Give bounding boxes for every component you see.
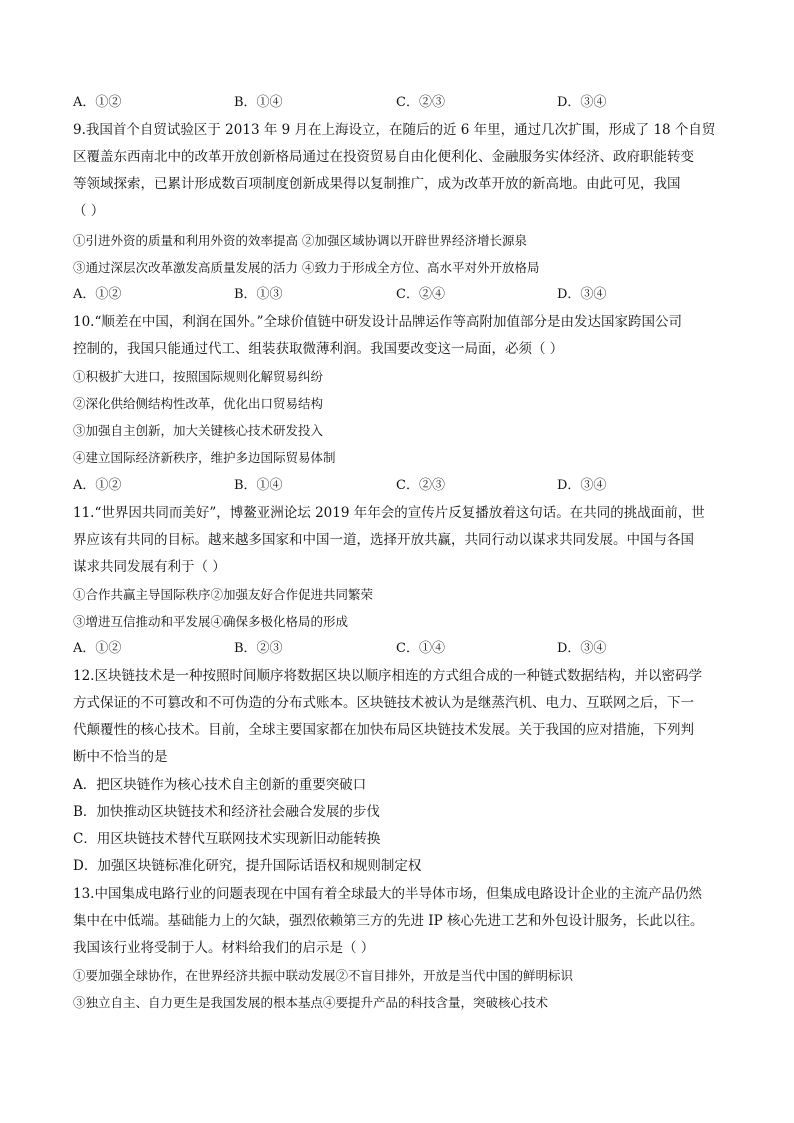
q10-option-a[interactable]: A．①② [73, 478, 122, 493]
q12-option-d[interactable]: D．加强区块链标准化研究，提升国际话语权和规则制定权 [73, 858, 422, 874]
q9-stem-line: 区覆盖东西南北中的改革开放创新格局通过在投资贸易自由化便利化、金融服务实体经济、政府职能转变 [73, 149, 694, 165]
q12-option-a[interactable]: A．把区块链作为核心技术自主创新的重要突破口 [73, 777, 367, 793]
q12-option-b[interactable]: B．加快推动区块链技术和经济社会融合发展的步伐 [73, 804, 380, 820]
q11-statement: ①合作共赢主导国际秩序②加强友好合作促进共同繁荣 [73, 587, 374, 602]
q9-option-d[interactable]: D．③④ [557, 287, 607, 302]
q13-stem-line: 13.中国集成电路行业的问题表现在中国有着全球最大的半导体市场，但集成电路设计企业的主流产品仍然 [73, 886, 702, 902]
q10-option-c[interactable]: C．②③ [396, 478, 445, 493]
q12-stem-line: 12.区块链技术是一种按照时间顺序将数据区块以顺序相连的方式组合成的一种链式数据结构，并以密码学 [73, 668, 702, 684]
q12-stem-line: 方式保证的不可篡改和不可伪造的分布式账本。区块链技术被认为是继蒸汽机、电力、互联网之后，下一 [73, 695, 694, 711]
q12-option-c[interactable]: C．用区块链技术替代互联网技术实现新旧动能转换 [73, 831, 381, 847]
q13-statement: ①要加强全球协作，在世界经济共振中联动发展②不盲目排外，开放是当代中国的鲜明标识 [73, 968, 574, 983]
q11-statement: ③增进互信推动和平发展④确保多极化格局的形成 [73, 614, 349, 629]
q13-stem-line: 集中在中低端。基础能力上的欠缺，强烈依赖第三方的先进 IP 核心先进工艺和外包设计服务，长此以往。 [73, 913, 704, 929]
q13-stem-line: 我国该行业将受制于人。材料给我们的启示是（ ） [73, 940, 375, 956]
q9-stem-line: 等领域探索，已累计形成数百项制度创新成果得以复制推广，成为改革开放的新高地。由此可见，我国 [73, 176, 681, 192]
q11-option-a[interactable]: A．①② [73, 641, 122, 656]
q8-option-a[interactable]: A．①② [73, 95, 122, 110]
q13-statement: ③独立自主、自力更生是我国发展的根本基点④要提升产品的科技含量，突破核心技术 [73, 995, 549, 1010]
q11-stem-line: 界应该有共同的目标。越来越多国家和中国一道，选择开放共赢，共同行动以谋求共同发展。中国与各国 [73, 532, 694, 548]
q12-stem-line: 代颠覆性的核心技术。目前，全球主要国家都在加快布局区块链技术发展。关于我国的应对措施，下列判 [73, 722, 694, 738]
q9-option-b[interactable]: B．①③ [234, 287, 283, 302]
q9-option-a[interactable]: A．①② [73, 287, 122, 302]
q9-statement: ③通过深层次改革激发高质量发展的活力 ④致力于形成全方位、高水平对外开放格局 [73, 260, 540, 275]
q11-option-b[interactable]: B．②③ [234, 641, 283, 656]
q11-option-c[interactable]: C．①④ [396, 641, 445, 656]
q8-option-d[interactable]: D．③④ [557, 95, 607, 110]
q9-answer-blank: （ ） [73, 203, 105, 219]
q10-options [73, 476, 733, 496]
q10-statement: ④建立国际经济新秩序，维护多边国际贸易体制 [73, 450, 336, 465]
q8-options [73, 93, 733, 113]
q10-option-d[interactable]: D．③④ [557, 478, 607, 493]
q11-stem-line: 谋求共同发展有利于（ ） [73, 559, 226, 575]
q10-statement: ①积极扩大进口，按照国际规则化解贸易纠纷 [73, 369, 324, 384]
q12-stem-line: 断中不恰当的是 [73, 749, 168, 765]
q11-options [73, 639, 733, 659]
q9-options [73, 285, 733, 305]
q11-stem-line: 11.“世界因共同而美好”，博鳌亚洲论坛 2019 年年会的宣传片反复播放着这句话。在共同的挑战面前，世 [73, 505, 705, 521]
q10-statement: ②深化供给侧结构性改革，优化出口贸易结构 [73, 396, 324, 411]
q8-option-c[interactable]: C．②③ [396, 95, 445, 110]
q9-statement: ①引进外资的质量和利用外资的效率提高 ②加强区域协调以开辟世界经济增长源泉 [73, 233, 527, 248]
q10-option-b[interactable]: B．①④ [234, 478, 283, 493]
q8-option-b[interactable]: B．①④ [234, 95, 283, 110]
q11-option-d[interactable]: D．③④ [557, 641, 607, 656]
q10-stem-line: 控制的，我国只能通过代工、组装获取微薄利润。我国要改变这一局面，必须（ ） [73, 341, 564, 357]
q9-option-c[interactable]: C．②④ [396, 287, 445, 302]
q10-stem-line: 10.“顺差在中国，利润在国外。”全球价值链中研发设计品牌运作等高附加值部分是由发达国家跨国公司 [73, 314, 683, 330]
q10-statement: ③加强自主创新，加大关键核心技术研发投入 [73, 423, 324, 438]
q9-stem-line: 9.我国首个自贸试验区于 2013 年 9 月在上海设立，在随后的近 6 年里，通过几次扩围，形成了 18 个自贸 [73, 122, 716, 138]
